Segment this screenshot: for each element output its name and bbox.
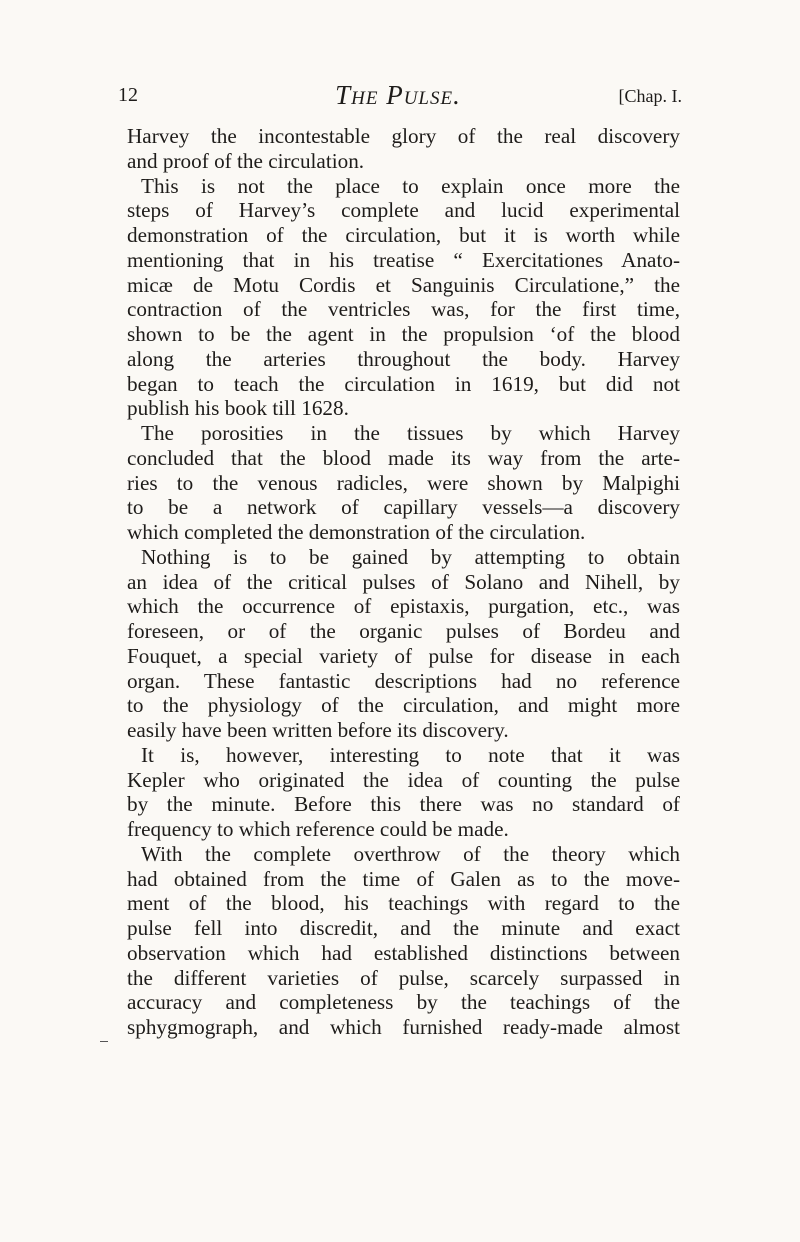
text-line: had obtained from the time of Galen as to the move- [127,866,680,891]
text-line: contraction of the ventricles was, for the first time, [127,297,680,322]
text-line: pulse fell into discredit, and the minute and exact [127,916,680,940]
text-line: It is, however, interesting to note that it was [141,742,680,767]
text-line: shown to be the agent in the propulsion ‘of the blood [127,322,680,346]
text-line: The porosities in the tissues by which Harvey [141,421,680,445]
text-line: mentioning that in his treatise “ Exercitationes Anato- [127,247,680,272]
text-line: which completed the demonstration of the circulation. [127,520,586,544]
text-line: ment of the blood, his teachings with regard to the [127,891,680,916]
text-line: concluded that the blood made its way from the arte- [127,445,680,470]
text-line: demonstration of the circulation, but it is worth while [127,223,680,247]
text-line: steps of Harvey’s complete and lucid experimental [127,198,680,223]
running-title: The Pulse. [335,80,461,110]
text-line: to be a network of capillary vessels—a discovery [127,495,680,520]
text-line: foreseen, or of the organic pulses of Bordeu and [127,619,680,643]
running-head [118,80,682,114]
text-line: an idea of the critical pulses of Solano and Nihell, by [127,569,680,594]
text-line: ries to the venous radicles, were shown by Malpighi [127,470,680,495]
text-line: to the physiology of the circulation, and might more [127,693,680,718]
text-line: With the complete overthrow of the theory which [141,841,680,866]
text-line: Fouquet, a special variety of pulse for disease in each [127,643,680,668]
text-line: easily have been written before its discovery. [127,718,509,742]
text-line: Nothing is to be gained by attempting to obtain [141,544,680,569]
text-line: by the minute. Before this there was no standard of [127,792,680,817]
text-line: which the occurrence of epistaxis, purgation, etc., was [127,594,680,619]
text-line: This is not the place to explain once more the [141,173,680,198]
chapter-reference: [Chap. I. [618,86,682,106]
text-line: observation which had established distinctions between [127,940,680,965]
text-line: micæ de Motu Cordis et Sanguinis Circulatione,” the [127,272,680,297]
text-line: Kepler who originated the idea of counting the pulse [127,767,680,792]
text-line: the different varieties of pulse, scarcely surpassed in [127,965,680,990]
text-line: and proof of the circulation. [127,148,365,173]
text-line: Harvey the incontestable glory of the real discovery [127,124,680,148]
text-line: along the arteries throughout the body. Harvey [127,346,680,371]
margin-mark [100,1041,108,1042]
text-line: accuracy and completeness by the teachings of the [127,990,680,1015]
text-line: publish his book till 1628. [127,396,349,421]
text-line: organ. These fantastic descriptions had no reference [127,668,680,693]
page-number: 12 [118,84,138,106]
body-text [127,124,680,1040]
text-line: began to teach the circulation in 1619, but did not [127,371,680,396]
text-line: sphygmograph, and which furnished ready-made almost [127,1015,680,1039]
text-line: frequency to which reference could be made. [127,817,509,841]
